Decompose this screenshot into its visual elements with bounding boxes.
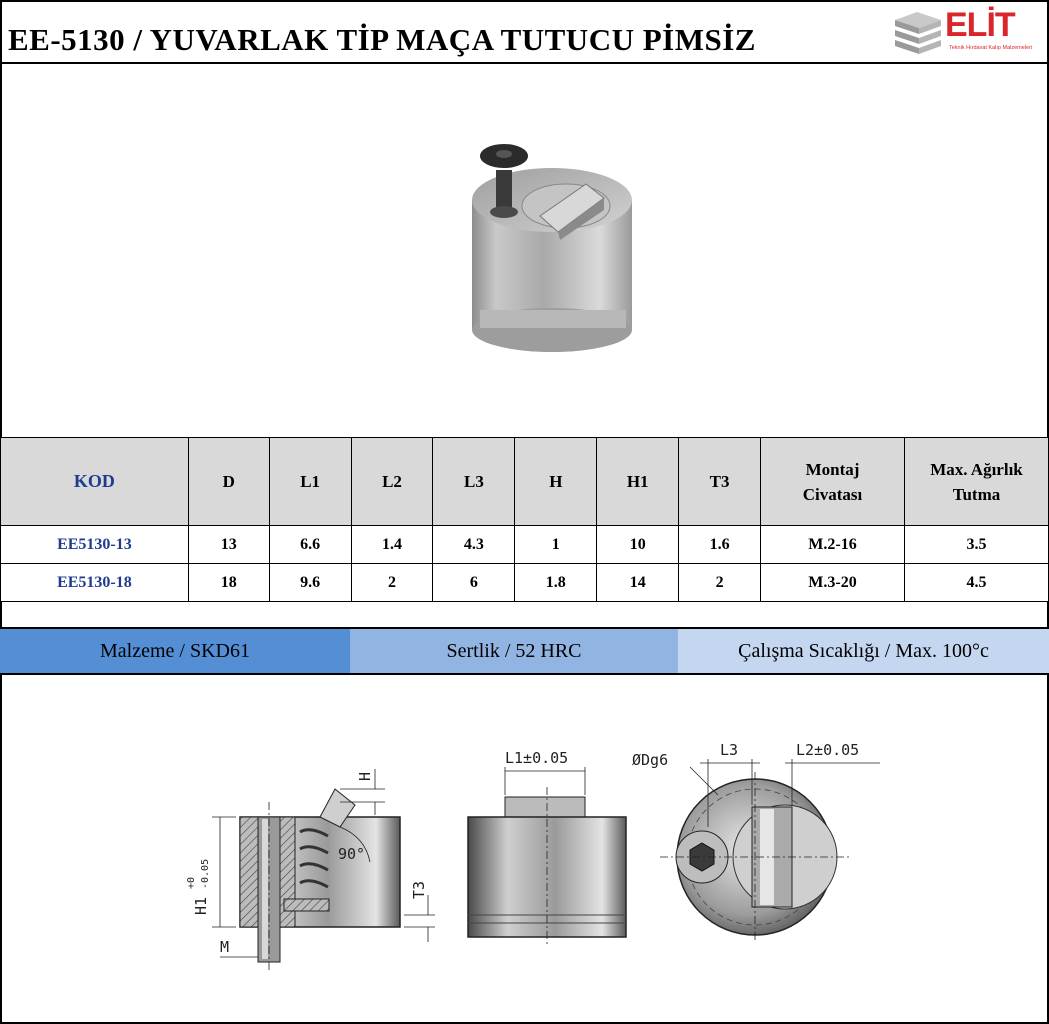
cell-max-agirlik: 3.5 bbox=[904, 526, 1048, 564]
cell-t3: 2 bbox=[679, 564, 761, 602]
col-header-t3: T3 bbox=[679, 438, 761, 526]
technical-drawing bbox=[0, 677, 1049, 1022]
cell-max-agirlik: 4.5 bbox=[904, 564, 1048, 602]
header bbox=[0, 0, 1049, 64]
col-header-l1: L1 bbox=[269, 438, 351, 526]
table-row bbox=[1, 564, 1049, 602]
table-header-row bbox=[1, 438, 1049, 526]
col-header-max-agirlik-text: Max. Ağırlık Tutma bbox=[930, 459, 1023, 504]
dim-l2: L2±0.05 bbox=[796, 741, 860, 759]
dim-l1: L1±0.05 bbox=[505, 749, 569, 767]
cell-montaj: M.2-16 bbox=[761, 526, 905, 564]
col-header-kod: KOD bbox=[1, 438, 189, 526]
cell-l2: 2 bbox=[351, 564, 433, 602]
cell-montaj: M.3-20 bbox=[761, 564, 905, 602]
col-header-max-agirlik bbox=[904, 438, 1048, 526]
cell-h: 1 bbox=[515, 526, 597, 564]
dim-dg6: ØDg6 bbox=[632, 751, 669, 769]
dim-h1: H1 bbox=[192, 896, 210, 915]
dim-h1-tol-upper: +0 bbox=[186, 876, 197, 889]
col-header-l3: L3 bbox=[433, 438, 515, 526]
spec-table bbox=[0, 437, 1049, 602]
cell-l2: 1.4 bbox=[351, 526, 433, 564]
dim-t3: T3 bbox=[410, 880, 428, 899]
hardness-label: Sertlik / 52 HRC bbox=[350, 629, 678, 673]
cell-l1: 9.6 bbox=[269, 564, 351, 602]
cell-h1: 14 bbox=[597, 564, 679, 602]
dim-m: M bbox=[220, 938, 230, 956]
col-header-l2: L2 bbox=[351, 438, 433, 526]
cell-d: 13 bbox=[188, 526, 269, 564]
dim-h: H bbox=[356, 771, 374, 781]
col-header-d: D bbox=[188, 438, 269, 526]
cell-kod: EE5130-13 bbox=[1, 526, 189, 564]
temperature-label: Çalışma Sıcaklığı / Max. 100°c bbox=[678, 629, 1049, 673]
brand-logo bbox=[893, 8, 1043, 60]
cell-l1: 6.6 bbox=[269, 526, 351, 564]
logo-stack-icon bbox=[893, 8, 945, 58]
cell-d: 18 bbox=[188, 564, 269, 602]
cell-h1: 10 bbox=[597, 526, 679, 564]
cell-l3: 6 bbox=[433, 564, 515, 602]
top-view bbox=[632, 741, 880, 942]
dim-l3: L3 bbox=[720, 741, 739, 759]
section-view bbox=[186, 769, 435, 972]
logo-wordmark: ELİT bbox=[945, 6, 1015, 44]
cell-h: 1.8 bbox=[515, 564, 597, 602]
dim-h1-tol-lower: -0.05 bbox=[200, 858, 211, 889]
page-title: EE-5130 / YUVARLAK TİP MAÇA TUTUCU PİMSİZ bbox=[8, 22, 756, 57]
cell-kod: EE5130-18 bbox=[1, 564, 189, 602]
dim-angle: 90° bbox=[338, 845, 366, 863]
logo-tagline: Teknik Hırdavat Kalıp Malzemeleri bbox=[949, 45, 1033, 51]
col-header-h: H bbox=[515, 438, 597, 526]
cell-t3: 1.6 bbox=[679, 526, 761, 564]
col-header-h1: H1 bbox=[597, 438, 679, 526]
material-bar bbox=[0, 629, 1049, 675]
material-label: Malzeme / SKD61 bbox=[0, 629, 350, 673]
table-row bbox=[1, 526, 1049, 564]
product-photo bbox=[440, 120, 660, 370]
cell-l3: 4.3 bbox=[433, 526, 515, 564]
side-view bbox=[468, 749, 626, 947]
col-header-montaj bbox=[761, 438, 905, 526]
col-header-montaj-text: Montaj Civatası bbox=[802, 459, 863, 504]
